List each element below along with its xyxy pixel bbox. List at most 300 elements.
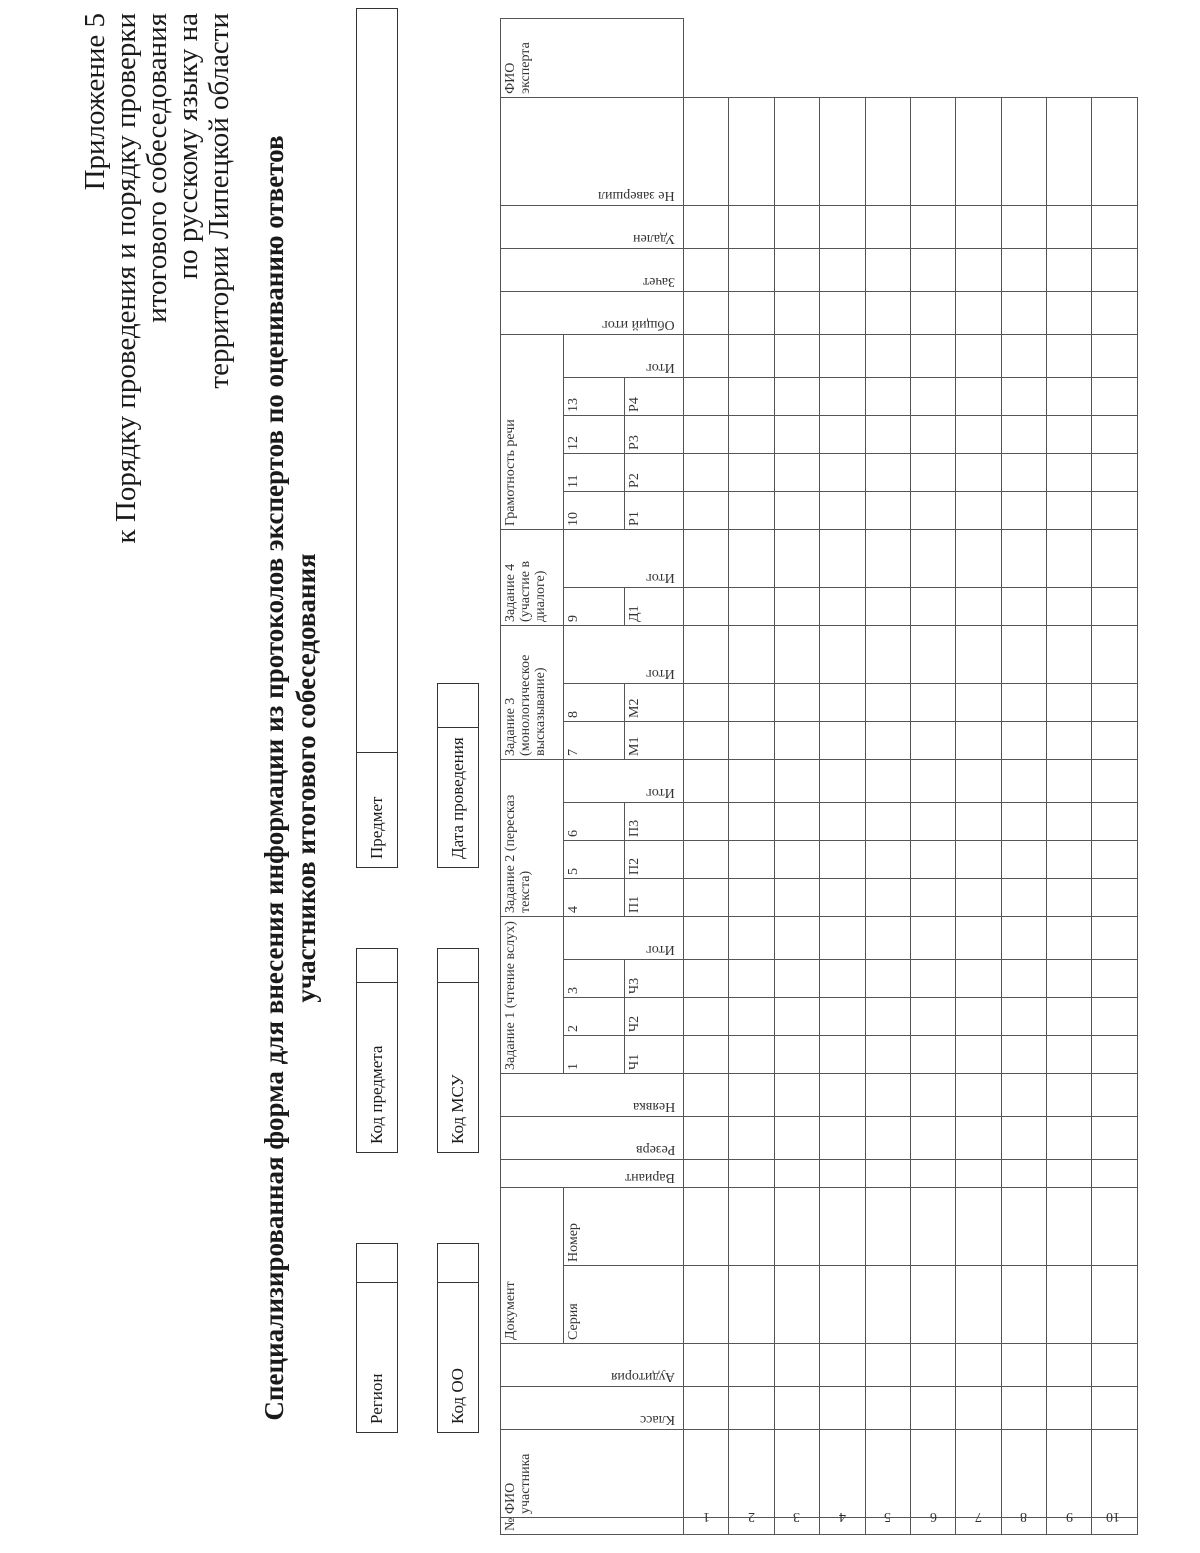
table-cell[interactable]: [729, 1036, 774, 1074]
table-cell[interactable]: [956, 960, 1001, 998]
table-cell[interactable]: [774, 1430, 819, 1518]
table-cell[interactable]: [729, 878, 774, 916]
table-cell[interactable]: [774, 1074, 819, 1117]
table-cell[interactable]: [820, 721, 865, 759]
table-cell[interactable]: [774, 1387, 819, 1430]
table-cell[interactable]: [820, 1117, 865, 1160]
table-cell[interactable]: [956, 683, 1001, 721]
table-cell[interactable]: [1047, 802, 1092, 840]
table-cell[interactable]: [729, 1188, 774, 1266]
table-cell[interactable]: [1047, 248, 1092, 291]
table-cell[interactable]: [684, 683, 729, 721]
table-cell[interactable]: [820, 960, 865, 998]
table-cell[interactable]: [1001, 248, 1046, 291]
table-cell[interactable]: [1092, 334, 1137, 377]
table-cell[interactable]: [729, 1430, 774, 1518]
table-cell[interactable]: [820, 415, 865, 453]
table-cell[interactable]: [1001, 878, 1046, 916]
table-cell[interactable]: [956, 415, 1001, 453]
table-cell[interactable]: [910, 453, 955, 491]
table-cell[interactable]: [1001, 721, 1046, 759]
table-cell[interactable]: [1092, 683, 1137, 721]
table-cell[interactable]: [1001, 529, 1046, 587]
table-cell[interactable]: [865, 1160, 910, 1188]
table-cell[interactable]: [1001, 960, 1046, 998]
table-cell[interactable]: [865, 802, 910, 840]
table-cell[interactable]: [910, 840, 955, 878]
table-cell[interactable]: [910, 529, 955, 587]
table-cell[interactable]: [865, 1036, 910, 1074]
table-cell[interactable]: [774, 415, 819, 453]
table-cell[interactable]: [684, 1387, 729, 1430]
table-cell[interactable]: [1001, 759, 1046, 802]
table-cell[interactable]: [910, 802, 955, 840]
table-cell[interactable]: [1047, 1036, 1092, 1074]
table-cell[interactable]: [910, 334, 955, 377]
table-cell[interactable]: [910, 491, 955, 529]
table-cell[interactable]: [729, 998, 774, 1036]
table-cell[interactable]: [1001, 1074, 1046, 1117]
table-cell[interactable]: [865, 625, 910, 683]
table-cell[interactable]: [1047, 1160, 1092, 1188]
table-cell[interactable]: [1047, 453, 1092, 491]
table-cell[interactable]: [684, 453, 729, 491]
table-cell[interactable]: [1092, 1266, 1137, 1344]
table-cell[interactable]: [729, 1387, 774, 1430]
table-cell[interactable]: [910, 1074, 955, 1117]
table-cell[interactable]: [1092, 1344, 1137, 1387]
table-cell[interactable]: [820, 1266, 865, 1344]
table-cell[interactable]: [865, 453, 910, 491]
table-cell[interactable]: [774, 1188, 819, 1266]
table-cell[interactable]: [1092, 802, 1137, 840]
table-cell[interactable]: [1092, 1036, 1137, 1074]
table-cell[interactable]: [820, 1160, 865, 1188]
table-cell[interactable]: [1001, 97, 1046, 205]
table-cell[interactable]: [820, 1074, 865, 1117]
table-cell[interactable]: [865, 291, 910, 334]
table-cell[interactable]: [865, 1188, 910, 1266]
table-cell[interactable]: [956, 1387, 1001, 1430]
table-cell[interactable]: [729, 1266, 774, 1344]
table-cell[interactable]: [865, 1266, 910, 1344]
table-cell[interactable]: [774, 205, 819, 248]
table-cell[interactable]: [729, 529, 774, 587]
table-cell[interactable]: [1001, 1117, 1046, 1160]
table-cell[interactable]: [729, 1074, 774, 1117]
table-cell[interactable]: [1047, 1430, 1092, 1518]
table-cell[interactable]: [1092, 625, 1137, 683]
table-cell[interactable]: [1047, 625, 1092, 683]
table-cell[interactable]: [1047, 415, 1092, 453]
table-cell[interactable]: [684, 415, 729, 453]
table-cell[interactable]: [684, 1160, 729, 1188]
table-cell[interactable]: [865, 1387, 910, 1430]
table-cell[interactable]: [956, 998, 1001, 1036]
table-cell[interactable]: [865, 1344, 910, 1387]
table-cell[interactable]: [774, 721, 819, 759]
table-cell[interactable]: [729, 1117, 774, 1160]
table-cell[interactable]: [956, 878, 1001, 916]
table-cell[interactable]: [774, 625, 819, 683]
table-cell[interactable]: [956, 97, 1001, 205]
table-cell[interactable]: [684, 840, 729, 878]
table-cell[interactable]: [729, 759, 774, 802]
table-cell[interactable]: [956, 334, 1001, 377]
table-cell[interactable]: [1047, 587, 1092, 625]
table-cell[interactable]: [820, 625, 865, 683]
table-cell[interactable]: [1001, 802, 1046, 840]
table-cell[interactable]: [820, 453, 865, 491]
table-cell[interactable]: [684, 802, 729, 840]
table-cell[interactable]: [1001, 840, 1046, 878]
table-cell[interactable]: [1001, 453, 1046, 491]
table-cell[interactable]: [956, 1160, 1001, 1188]
table-cell[interactable]: [910, 683, 955, 721]
table-cell[interactable]: [729, 97, 774, 205]
table-cell[interactable]: [684, 625, 729, 683]
table-cell[interactable]: [1047, 377, 1092, 415]
table-cell[interactable]: [684, 960, 729, 998]
table-cell[interactable]: [956, 587, 1001, 625]
table-cell[interactable]: [1092, 291, 1137, 334]
table-cell[interactable]: [774, 248, 819, 291]
table-cell[interactable]: [956, 205, 1001, 248]
table-cell[interactable]: [956, 840, 1001, 878]
table-cell[interactable]: [1001, 415, 1046, 453]
table-cell[interactable]: [820, 491, 865, 529]
table-cell[interactable]: [910, 1387, 955, 1430]
table-cell[interactable]: [910, 377, 955, 415]
table-cell[interactable]: [1047, 205, 1092, 248]
table-cell[interactable]: [774, 1036, 819, 1074]
table-cell[interactable]: [910, 916, 955, 959]
table-cell[interactable]: [684, 1266, 729, 1344]
table-cell[interactable]: [956, 529, 1001, 587]
table-cell[interactable]: [729, 802, 774, 840]
table-cell[interactable]: [865, 916, 910, 959]
table-cell[interactable]: [1092, 1188, 1137, 1266]
table-cell[interactable]: [774, 1266, 819, 1344]
table-cell[interactable]: [956, 491, 1001, 529]
table-cell[interactable]: [729, 721, 774, 759]
table-cell[interactable]: [820, 529, 865, 587]
table-cell[interactable]: [1001, 916, 1046, 959]
table-cell[interactable]: [684, 1074, 729, 1117]
table-cell[interactable]: [1047, 840, 1092, 878]
table-cell[interactable]: [1001, 377, 1046, 415]
table-cell[interactable]: [1047, 1188, 1092, 1266]
table-cell[interactable]: [865, 1117, 910, 1160]
table-cell[interactable]: [684, 1344, 729, 1387]
table-cell[interactable]: [1047, 334, 1092, 377]
table-cell[interactable]: [865, 840, 910, 878]
table-cell[interactable]: [956, 291, 1001, 334]
table-cell[interactable]: [729, 334, 774, 377]
table-cell[interactable]: [684, 97, 729, 205]
table-cell[interactable]: [820, 248, 865, 291]
table-cell[interactable]: [910, 1188, 955, 1266]
table-cell[interactable]: [729, 377, 774, 415]
table-cell[interactable]: [684, 1430, 729, 1518]
table-cell[interactable]: [1001, 1344, 1046, 1387]
table-cell[interactable]: [1092, 587, 1137, 625]
table-cell[interactable]: [1092, 205, 1137, 248]
table-cell[interactable]: [820, 291, 865, 334]
table-cell[interactable]: [910, 415, 955, 453]
table-cell[interactable]: [729, 291, 774, 334]
table-cell[interactable]: [865, 491, 910, 529]
table-cell[interactable]: [684, 205, 729, 248]
table-cell[interactable]: [774, 97, 819, 205]
table-cell[interactable]: [865, 721, 910, 759]
table-cell[interactable]: [865, 759, 910, 802]
table-cell[interactable]: [774, 916, 819, 959]
table-cell[interactable]: [865, 205, 910, 248]
table-cell[interactable]: [684, 878, 729, 916]
table-cell[interactable]: [1092, 916, 1137, 959]
table-cell[interactable]: [865, 587, 910, 625]
table-cell[interactable]: [729, 415, 774, 453]
table-cell[interactable]: [865, 960, 910, 998]
table-cell[interactable]: [956, 1074, 1001, 1117]
table-cell[interactable]: [1047, 491, 1092, 529]
table-cell[interactable]: [910, 759, 955, 802]
table-cell[interactable]: [820, 334, 865, 377]
table-cell[interactable]: [820, 683, 865, 721]
table-cell[interactable]: [729, 491, 774, 529]
table-cell[interactable]: [1092, 491, 1137, 529]
table-cell[interactable]: [956, 759, 1001, 802]
table-cell[interactable]: [910, 1344, 955, 1387]
table-cell[interactable]: [774, 960, 819, 998]
table-cell[interactable]: [956, 248, 1001, 291]
table-cell[interactable]: [910, 625, 955, 683]
table-cell[interactable]: [1092, 721, 1137, 759]
table-cell[interactable]: [729, 205, 774, 248]
table-cell[interactable]: [1001, 1160, 1046, 1188]
table-cell[interactable]: [865, 377, 910, 415]
table-cell[interactable]: [774, 998, 819, 1036]
table-cell[interactable]: [820, 587, 865, 625]
table-cell[interactable]: [1092, 1117, 1137, 1160]
table-cell[interactable]: [1092, 1160, 1137, 1188]
table-cell[interactable]: [820, 916, 865, 959]
table-cell[interactable]: [1092, 1430, 1137, 1518]
table-cell[interactable]: [1092, 998, 1137, 1036]
table-cell[interactable]: [1092, 415, 1137, 453]
table-cell[interactable]: [910, 878, 955, 916]
table-cell[interactable]: [729, 587, 774, 625]
table-cell[interactable]: [1001, 334, 1046, 377]
table-cell[interactable]: [956, 625, 1001, 683]
table-cell[interactable]: [1047, 97, 1092, 205]
table-cell[interactable]: [820, 1430, 865, 1518]
table-cell[interactable]: [956, 377, 1001, 415]
table-cell[interactable]: [729, 1160, 774, 1188]
table-cell[interactable]: [820, 878, 865, 916]
table-cell[interactable]: [774, 1160, 819, 1188]
table-cell[interactable]: [910, 1117, 955, 1160]
table-cell[interactable]: [1092, 453, 1137, 491]
table-cell[interactable]: [910, 97, 955, 205]
table-cell[interactable]: [729, 683, 774, 721]
table-cell[interactable]: [865, 1430, 910, 1518]
table-cell[interactable]: [729, 960, 774, 998]
table-cell[interactable]: [684, 248, 729, 291]
table-cell[interactable]: [865, 998, 910, 1036]
table-cell[interactable]: [684, 587, 729, 625]
table-cell[interactable]: [956, 1117, 1001, 1160]
table-cell[interactable]: [1092, 1074, 1137, 1117]
table-cell[interactable]: [865, 334, 910, 377]
table-cell[interactable]: [1047, 291, 1092, 334]
table-cell[interactable]: [684, 334, 729, 377]
table-cell[interactable]: [910, 1430, 955, 1518]
table-cell[interactable]: [1092, 759, 1137, 802]
table-cell[interactable]: [910, 1036, 955, 1074]
table-cell[interactable]: [1047, 1117, 1092, 1160]
table-cell[interactable]: [774, 1344, 819, 1387]
table-cell[interactable]: [865, 415, 910, 453]
table-cell[interactable]: [1092, 878, 1137, 916]
table-cell[interactable]: [684, 721, 729, 759]
table-cell[interactable]: [956, 721, 1001, 759]
table-cell[interactable]: [684, 491, 729, 529]
table-cell[interactable]: [1047, 916, 1092, 959]
table-cell[interactable]: [684, 998, 729, 1036]
table-cell[interactable]: [820, 759, 865, 802]
table-cell[interactable]: [910, 587, 955, 625]
table-cell[interactable]: [729, 1344, 774, 1387]
table-cell[interactable]: [729, 248, 774, 291]
table-cell[interactable]: [910, 1266, 955, 1344]
table-cell[interactable]: [820, 840, 865, 878]
table-cell[interactable]: [820, 205, 865, 248]
table-cell[interactable]: [774, 1117, 819, 1160]
table-cell[interactable]: [865, 878, 910, 916]
table-cell[interactable]: [820, 1387, 865, 1430]
table-cell[interactable]: [1092, 248, 1137, 291]
table-cell[interactable]: [684, 377, 729, 415]
table-cell[interactable]: [1047, 960, 1092, 998]
table-cell[interactable]: [956, 1036, 1001, 1074]
table-cell[interactable]: [865, 1074, 910, 1117]
table-cell[interactable]: [1001, 998, 1046, 1036]
table-cell[interactable]: [820, 1036, 865, 1074]
table-cell[interactable]: [684, 1117, 729, 1160]
table-cell[interactable]: [1001, 1430, 1046, 1518]
table-cell[interactable]: [774, 878, 819, 916]
table-cell[interactable]: [820, 377, 865, 415]
table-cell[interactable]: [1092, 960, 1137, 998]
table-cell[interactable]: [1047, 721, 1092, 759]
table-cell[interactable]: [956, 1344, 1001, 1387]
table-cell[interactable]: [1047, 1266, 1092, 1344]
table-cell[interactable]: [1001, 1266, 1046, 1344]
table-cell[interactable]: [1047, 1344, 1092, 1387]
table-cell[interactable]: [729, 916, 774, 959]
table-cell[interactable]: [1001, 1036, 1046, 1074]
table-cell[interactable]: [956, 802, 1001, 840]
table-cell[interactable]: [910, 1160, 955, 1188]
table-cell[interactable]: [956, 1430, 1001, 1518]
table-cell[interactable]: [1092, 377, 1137, 415]
table-cell[interactable]: [774, 291, 819, 334]
table-cell[interactable]: [910, 721, 955, 759]
table-cell[interactable]: [1092, 840, 1137, 878]
table-cell[interactable]: [774, 759, 819, 802]
table-cell[interactable]: [865, 683, 910, 721]
table-cell[interactable]: [1001, 1188, 1046, 1266]
table-cell[interactable]: [820, 1344, 865, 1387]
table-cell[interactable]: [1047, 998, 1092, 1036]
table-cell[interactable]: [1001, 625, 1046, 683]
table-cell[interactable]: [774, 802, 819, 840]
table-cell[interactable]: [774, 334, 819, 377]
table-cell[interactable]: [820, 97, 865, 205]
table-cell[interactable]: [820, 802, 865, 840]
table-cell[interactable]: [1047, 1074, 1092, 1117]
table-cell[interactable]: [865, 248, 910, 291]
table-cell[interactable]: [1001, 291, 1046, 334]
table-cell[interactable]: [774, 491, 819, 529]
table-cell[interactable]: [774, 840, 819, 878]
table-cell[interactable]: [1047, 759, 1092, 802]
table-cell[interactable]: [910, 960, 955, 998]
table-cell[interactable]: [684, 529, 729, 587]
table-cell[interactable]: [1001, 491, 1046, 529]
table-cell[interactable]: [865, 97, 910, 205]
table-cell[interactable]: [956, 1266, 1001, 1344]
table-cell[interactable]: [774, 453, 819, 491]
table-cell[interactable]: [729, 453, 774, 491]
table-cell[interactable]: [774, 683, 819, 721]
table-cell[interactable]: [1047, 878, 1092, 916]
table-cell[interactable]: [910, 248, 955, 291]
table-cell[interactable]: [684, 1036, 729, 1074]
table-cell[interactable]: [774, 587, 819, 625]
table-cell[interactable]: [820, 998, 865, 1036]
table-cell[interactable]: [1001, 683, 1046, 721]
table-cell[interactable]: [1001, 1387, 1046, 1430]
table-cell[interactable]: [1092, 529, 1137, 587]
table-cell[interactable]: [910, 291, 955, 334]
table-cell[interactable]: [1047, 1387, 1092, 1430]
table-cell[interactable]: [1047, 683, 1092, 721]
table-cell[interactable]: [910, 998, 955, 1036]
table-cell[interactable]: [684, 759, 729, 802]
table-cell[interactable]: [820, 1188, 865, 1266]
table-cell[interactable]: [956, 453, 1001, 491]
table-cell[interactable]: [956, 916, 1001, 959]
table-cell[interactable]: [1001, 587, 1046, 625]
table-cell[interactable]: [1092, 1387, 1137, 1430]
table-cell[interactable]: [956, 1188, 1001, 1266]
table-cell[interactable]: [684, 291, 729, 334]
table-cell[interactable]: [1047, 529, 1092, 587]
table-cell[interactable]: [729, 625, 774, 683]
table-cell[interactable]: [865, 529, 910, 587]
table-cell[interactable]: [774, 529, 819, 587]
table-cell[interactable]: [774, 377, 819, 415]
table-cell[interactable]: [729, 840, 774, 878]
table-cell[interactable]: [684, 1188, 729, 1266]
table-cell[interactable]: [1001, 205, 1046, 248]
table-cell[interactable]: [910, 205, 955, 248]
table-cell[interactable]: [684, 916, 729, 959]
table-cell[interactable]: [1092, 97, 1137, 205]
